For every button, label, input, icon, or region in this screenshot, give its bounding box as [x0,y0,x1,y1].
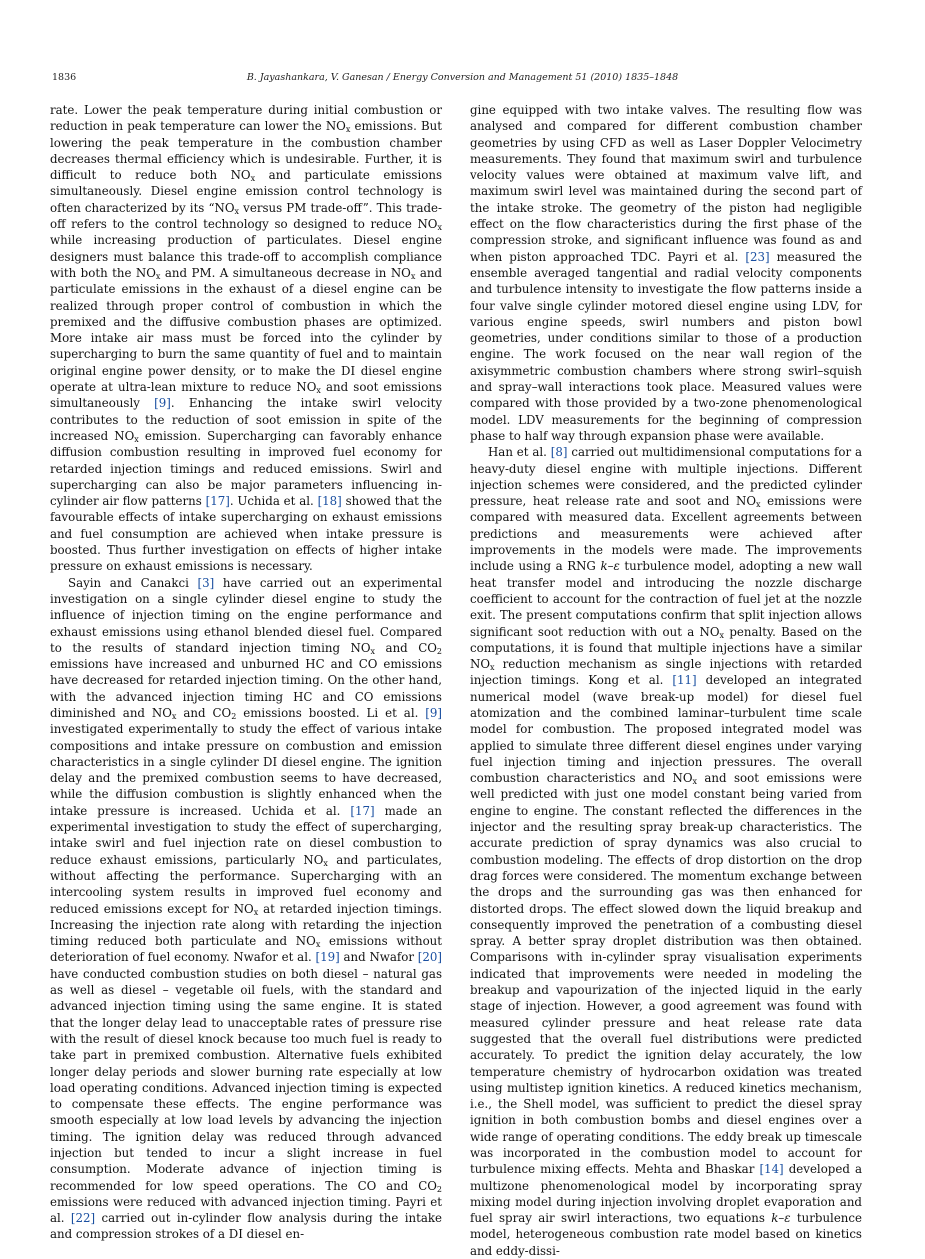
text-run: and Nwafor [339,950,418,965]
text-run: penalty. Based on the computations, it is found that multiple injections have a similar NO [470,624,862,672]
citation-link[interactable]: [8] [550,445,568,460]
citation-link[interactable]: [11] [672,673,697,688]
text-run: emissions have increased and unburned HC and CO emissions have decreased for retarded injection timing. On the other hand, with the advanced injection timing HC and CO emissions diminished and NO [50,657,442,720]
subscript: x [410,271,416,281]
text-run: Han et al. [488,445,551,460]
subscript: x [692,777,698,787]
subscript: x [155,271,161,281]
citation-link[interactable]: [17] [205,494,230,509]
text-run: have conducted combustion studies on both diesel – natural gas as well as diesel – vegetable oil fuels, with the standard and advanced injection timing using the same engine. It is stated that the longer delay lead to unacceptable rates of pressure rise with the result of diesel knock because too much fuel is ready to take part in premixed combustion. Alternative fuels exhibited longer delay periods and slower burning rate especially at low load operating conditions. Advanced injection timing is expected to compensate these effects. The engine performance was smooth especially at low load levels by advancing the injection timing. The ignition delay was reduced through advanced injection but tended to incur a slight increase in fuel consumption. Moderate advance of injection timing is recommended for low speed operations. The CO and CO [50,966,442,1193]
subscript: x [370,646,376,656]
subscript: 2 [231,711,237,721]
text-run: showed that the favourable effects of intake supercharging on exhaust emissions and fuel consumption are achieved when intake pressure is boosted. Thus further investigation on effects of higher intake pressure on exhaust emissions is necessary. [50,494,442,574]
paragraph [470,102,862,444]
text-run: reduction mechanism as single injections with retarded injection timings. Kong et al. [470,657,862,688]
citation-link[interactable]: [20] [417,950,442,965]
subscript: x [315,940,321,950]
math-symbol: k–ε [771,1211,791,1226]
subscript: 2 [436,646,442,656]
subscript: 2 [436,1184,442,1194]
left-column [50,102,443,1242]
text-run: emissions. But lowering the peak temperature in the combustion chamber decreases thermal efficiency which is undesirable. Further, it is difficult to reduce both NO [50,119,442,183]
subscript: x [490,663,495,673]
running-head: B. Jayashankara, V. Ganesan / Energy Conversion and Management 51 (2010) 1835–1848 [246,72,679,83]
subscript: x [234,206,240,216]
text-run: and soot emissions were well predicted with just one model constant being varied from engine to engine. The constant reflected the differences in the injector and the resulting spray break-up characteristics. The accurate prediction of spray dynamics was also crucial to combustion modeling. The effects of drop distortion on the drop drag forces were considered. The momentum exchange between the drops and the surrounding gas was then enhanced for distorted drops. The effect slowed down the liquid breakup and consequently improved the penetration of a combusting diesel spray. A better spray droplet distribution was then obtained. Comparisons with in-cylinder spray visualisation experiments indicated that improvements were needed in modeling the breakup and vapourization of the injected liquid in the early stage of injection. However, a good agreement was found with measured cylinder pressure and heat release rate data suggested that the overall fuel distributions were predicted accurately. To predict the ignition delay accurately, the low temperature chemistry of hydrocarbon oxidation was treated using multistep ignition kinetics. A reduced kinetics mechanism, i.e., the Shell model, was sufficient to predict the diesel spray ignition in both combustion bombs and diesel engines over a wide range of operating conditions. The eddy break up timescale was incorporated in the combustion model to account for turbulence mixing effects. Mehta and Bhaskar [470,771,862,1177]
text-run: and particulates, without affecting the performance. Supercharging with an intercooling system results in improved fuel economy and reduced emissions except for NO [50,852,442,916]
text-run: emissions were compared with measured data. Excellent agreements between predictions and measurements were achieved after improvements in the models were made. The improvements include using a RNG [470,494,863,574]
text-run: and CO [375,640,437,655]
text-run: . Enhancing the intake swirl velocity contributes to the reduction of soot emission in spite of the increased NO [50,396,442,443]
text-run: and particulate emissions simultaneously. Diesel engine emission control technology is often characterized by its “NO [50,168,442,215]
text-run: while increasing production of particulates. Diesel engine designers must balance this trade-off to accomplish compliance with both the NO [50,233,442,280]
text-run: have carried out an experimental investigation on a single cylinder diesel engine to study the influence of injection timing on the engine performance and exhaust emissions using ethanol blended diesel fuel. Compared to the results of standard injection timing NO [50,575,442,655]
text-run: rate. Lower the peak temperature during initial combustion or reduction in peak temperature can lower the NO [50,103,442,134]
citation-link[interactable]: [19] [315,950,340,965]
text-run: and PM. A simultaneous decrease in NO [160,265,411,280]
subscript: x [316,386,321,396]
text-run: and soot emissions simultaneously [50,380,442,411]
subscript: x [719,630,725,640]
text-run: and CO [176,705,232,720]
citation-link[interactable]: [3] [197,575,215,590]
paragraph [470,444,862,1259]
text-run: emissions without deterioration of fuel economy. Nwafor et al. [50,934,443,965]
text-run: . Uchida et al. [229,494,318,509]
text-run: turbulence model, heterogeneous combustion rate model based on kinetics and eddy-dissi- [470,1211,862,1258]
right-column [470,102,863,1258]
text-run: emission. Supercharging can favorably enhance diffusion combustion resulting in improved fuel economy for retarded injection timings and reduced emissions. Swirl and supercharging can also be major parameters influencing in-cylinder air flow patterns [50,428,443,509]
citation-link[interactable]: [23] [745,249,770,264]
paragraph [50,102,442,575]
text-run: versus PM trade-off”. This trade-off refers to the control technology so designed to reduce NO [50,200,442,232]
text-run: investigated experimentally to study the effect of various intake compositions and intake pressure on combustion and emission characteristics in a single cylinder DI diesel engine. The ignition delay and the premixed combustion seems to have decreased, while the diffusion combustion is slightly enhanced when the intake pressure is increased. Uchida et al. [50,722,442,818]
text-run: made an experimental investigation to study the effect of supercharging, intake swirl and fuel injection rate on diesel combustion to reduce exhaust emissions, particularly NO [50,803,442,867]
text-run: carried out multidimensional computations for a heavy-duty diesel engine with multiple injections. Different injection schemes were considered, and the predicted cylinder pressure, heat release rate and soot and NO [470,445,862,509]
paragraph [50,575,442,1243]
subscript: x [345,125,351,135]
text-run: developed an integrated numerical model (wave break-up model) for diesel fuel atomization and the combined laminar–turbulent time scale model for combustion. The proposed integrated model was applied to simulate three different diesel engines under varying fuel injection timing and injection pressures. The overall combustion characteristics and NO [470,673,862,786]
text-run: turbulence model, adopting a new wall heat transfer model and introducing the nozzle discharge coefficient to account for the contraction of fuel jet at the nozzle exit. The present computations confirm that split injection allows significant soot reduction with out a NO [470,559,862,639]
citation-link[interactable]: [22] [70,1211,96,1226]
citation-link[interactable]: [9] [154,396,171,411]
text-run: emissions were reduced with advanced injection timing. Payri et al. [50,1194,442,1226]
citation-link[interactable]: [18] [317,494,342,509]
subscript: x [171,711,177,721]
text-run: developed a multizone phenomenological model by incorporating spray mixing model during injection involving droplet evaporation and fuel spray air swirl interactions, two equations [470,1162,863,1226]
citation-link[interactable]: [17] [350,803,375,818]
subscript: x [437,223,442,233]
subscript: x [323,858,328,868]
subscript: x [756,500,761,510]
subscript: x [134,434,139,444]
subscript: x [250,174,256,184]
text-run: emissions boosted. Li et al. [236,705,426,720]
text-run: gine equipped with two intake valves. The resulting flow was analysed and compared for different combustion chamber geometries by using CFD as well as Laser Doppler Velocimetry measurements. They found that maximum swirl and turbulence velocity values were obtained at maximum valve lift, and maximum swirl level was maintained during the second part of the intake stroke. The geometry of the piston had negligible effect on the flow characteristics during the first phase of the compression stroke, and significant influence was found as and when piston approached TDC. Payri et al. [470,103,862,264]
text-run: Sayin and Canakci [68,575,198,590]
text-run: at retarded injection timings. Increasing the injection rate along with retarding the injection timing reduced both particulate and NO [50,901,442,949]
citation-link[interactable]: [14] [759,1162,784,1177]
math-symbol: k–ε [600,559,620,574]
citation-link[interactable]: [9] [425,705,443,720]
subscript: x [253,907,259,917]
text-run: measured the ensemble averaged tangential and radial velocity components and turbulence intensity to investigate the flow patterns inside a four valve single cylinder motored diesel engine using LDV, for various engine speeds, swirl numbers and piston bowl geometries, under conditions similar to those of a production engine. The work focused on the near wall region of the axisymmetric combustion chambers where strong swirl–squish and spray–wall interactions took place. Measured values were compared with those provided by a two-zone phenomenological model. LDV measurements for the beginning of compression phase to half way through expansion phase were available. [470,249,862,443]
text-run: carried out in-cylinder flow analysis during the intake and compression strokes of a DI diesel en- [50,1211,442,1242]
page-number: 1836 [52,72,77,83]
text-run: and particulate emissions in the exhaust of a diesel engine can be realized through proper control of combustion in which the premixed and the diffusive combustion phases are optimized. More intake air mass must be forced into the cylinder by supercharging to burn the same quantity of fuel and to maintain original engine power density, or to make the DI diesel engine operate at ultra-lean mixture to reduce NO [50,265,443,395]
